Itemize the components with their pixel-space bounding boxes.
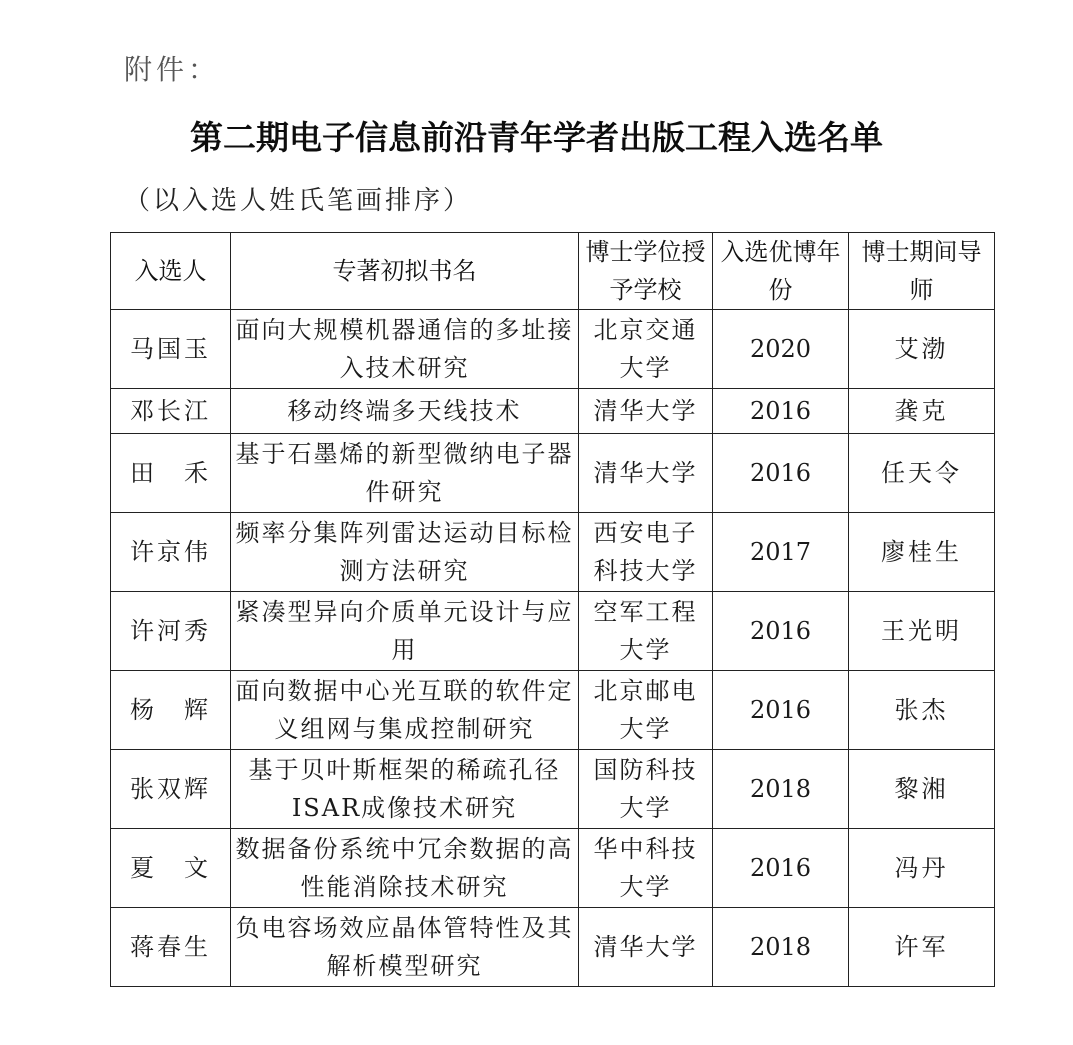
cell-year: 2017 <box>713 513 849 592</box>
cell-name: 邓长江 <box>111 389 231 434</box>
cell-school: 北京交通大学 <box>579 310 713 389</box>
cell-year: 2016 <box>713 829 849 908</box>
table-row <box>111 513 995 592</box>
table-row <box>111 750 995 829</box>
table-row <box>111 908 995 987</box>
cell-school: 清华大学 <box>579 389 713 434</box>
cell-advisor: 黎湘 <box>849 750 995 829</box>
cell-advisor: 冯丹 <box>849 829 995 908</box>
cell-name: 马国玉 <box>111 310 231 389</box>
cell-name: 杨 辉 <box>111 671 231 750</box>
cell-school: 空军工程大学 <box>579 592 713 671</box>
cell-advisor: 艾渤 <box>849 310 995 389</box>
table-row <box>111 434 995 513</box>
cell-year: 2020 <box>713 310 849 389</box>
cell-advisor: 任天令 <box>849 434 995 513</box>
table-row <box>111 592 995 671</box>
cell-name: 蒋春生 <box>111 908 231 987</box>
cell-book: 数据备份系统中冗余数据的高性能消除技术研究 <box>231 829 579 908</box>
cell-advisor: 张杰 <box>849 671 995 750</box>
cell-name: 夏 文 <box>111 829 231 908</box>
cell-year: 2016 <box>713 592 849 671</box>
cell-school: 西安电子科技大学 <box>579 513 713 592</box>
cell-book: 基于石墨烯的新型微纳电子器件研究 <box>231 434 579 513</box>
cell-name: 许河秀 <box>111 592 231 671</box>
cell-name: 田 禾 <box>111 434 231 513</box>
selection-table <box>110 232 995 987</box>
cell-book: 频率分集阵列雷达运动目标检测方法研究 <box>231 513 579 592</box>
table-header-row <box>111 233 995 310</box>
cell-advisor: 廖桂生 <box>849 513 995 592</box>
header-year: 入选优博年份 <box>713 233 849 310</box>
table-row <box>111 671 995 750</box>
cell-school: 北京邮电大学 <box>579 671 713 750</box>
header-school: 博士学位授予学校 <box>579 233 713 310</box>
cell-book: 移动终端多天线技术 <box>231 389 579 434</box>
header-name: 入选人 <box>111 233 231 310</box>
cell-school: 清华大学 <box>579 908 713 987</box>
cell-book: 负电容场效应晶体管特性及其解析模型研究 <box>231 908 579 987</box>
cell-book: 面向数据中心光互联的软件定义组网与集成控制研究 <box>231 671 579 750</box>
cell-year: 2016 <box>713 389 849 434</box>
cell-name: 许京伟 <box>111 513 231 592</box>
header-book: 专著初拟书名 <box>231 233 579 310</box>
table-row <box>111 829 995 908</box>
cell-school: 华中科技大学 <box>579 829 713 908</box>
cell-school: 国防科技大学 <box>579 750 713 829</box>
cell-advisor: 王光明 <box>849 592 995 671</box>
cell-year: 2016 <box>713 434 849 513</box>
header-advisor: 博士期间导师 <box>849 233 995 310</box>
cell-advisor: 龚克 <box>849 389 995 434</box>
cell-year: 2018 <box>713 908 849 987</box>
attachment-label: 附件： <box>124 53 221 86</box>
cell-book: 基于贝叶斯框架的稀疏孔径ISAR成像技术研究 <box>231 750 579 829</box>
document-subtitle: （以入选人姓氏笔画排序） <box>124 186 473 216</box>
table-row <box>111 389 995 434</box>
cell-book: 面向大规模机器通信的多址接入技术研究 <box>231 310 579 389</box>
cell-year: 2016 <box>713 671 849 750</box>
cell-name: 张双辉 <box>111 750 231 829</box>
cell-advisor: 许军 <box>849 908 995 987</box>
table-row <box>111 310 995 389</box>
cell-year: 2018 <box>713 750 849 829</box>
cell-school: 清华大学 <box>579 434 713 513</box>
document-title: 第二期电子信息前沿青年学者出版工程入选名单 <box>190 118 883 157</box>
cell-book: 紧凑型异向介质单元设计与应用 <box>231 592 579 671</box>
